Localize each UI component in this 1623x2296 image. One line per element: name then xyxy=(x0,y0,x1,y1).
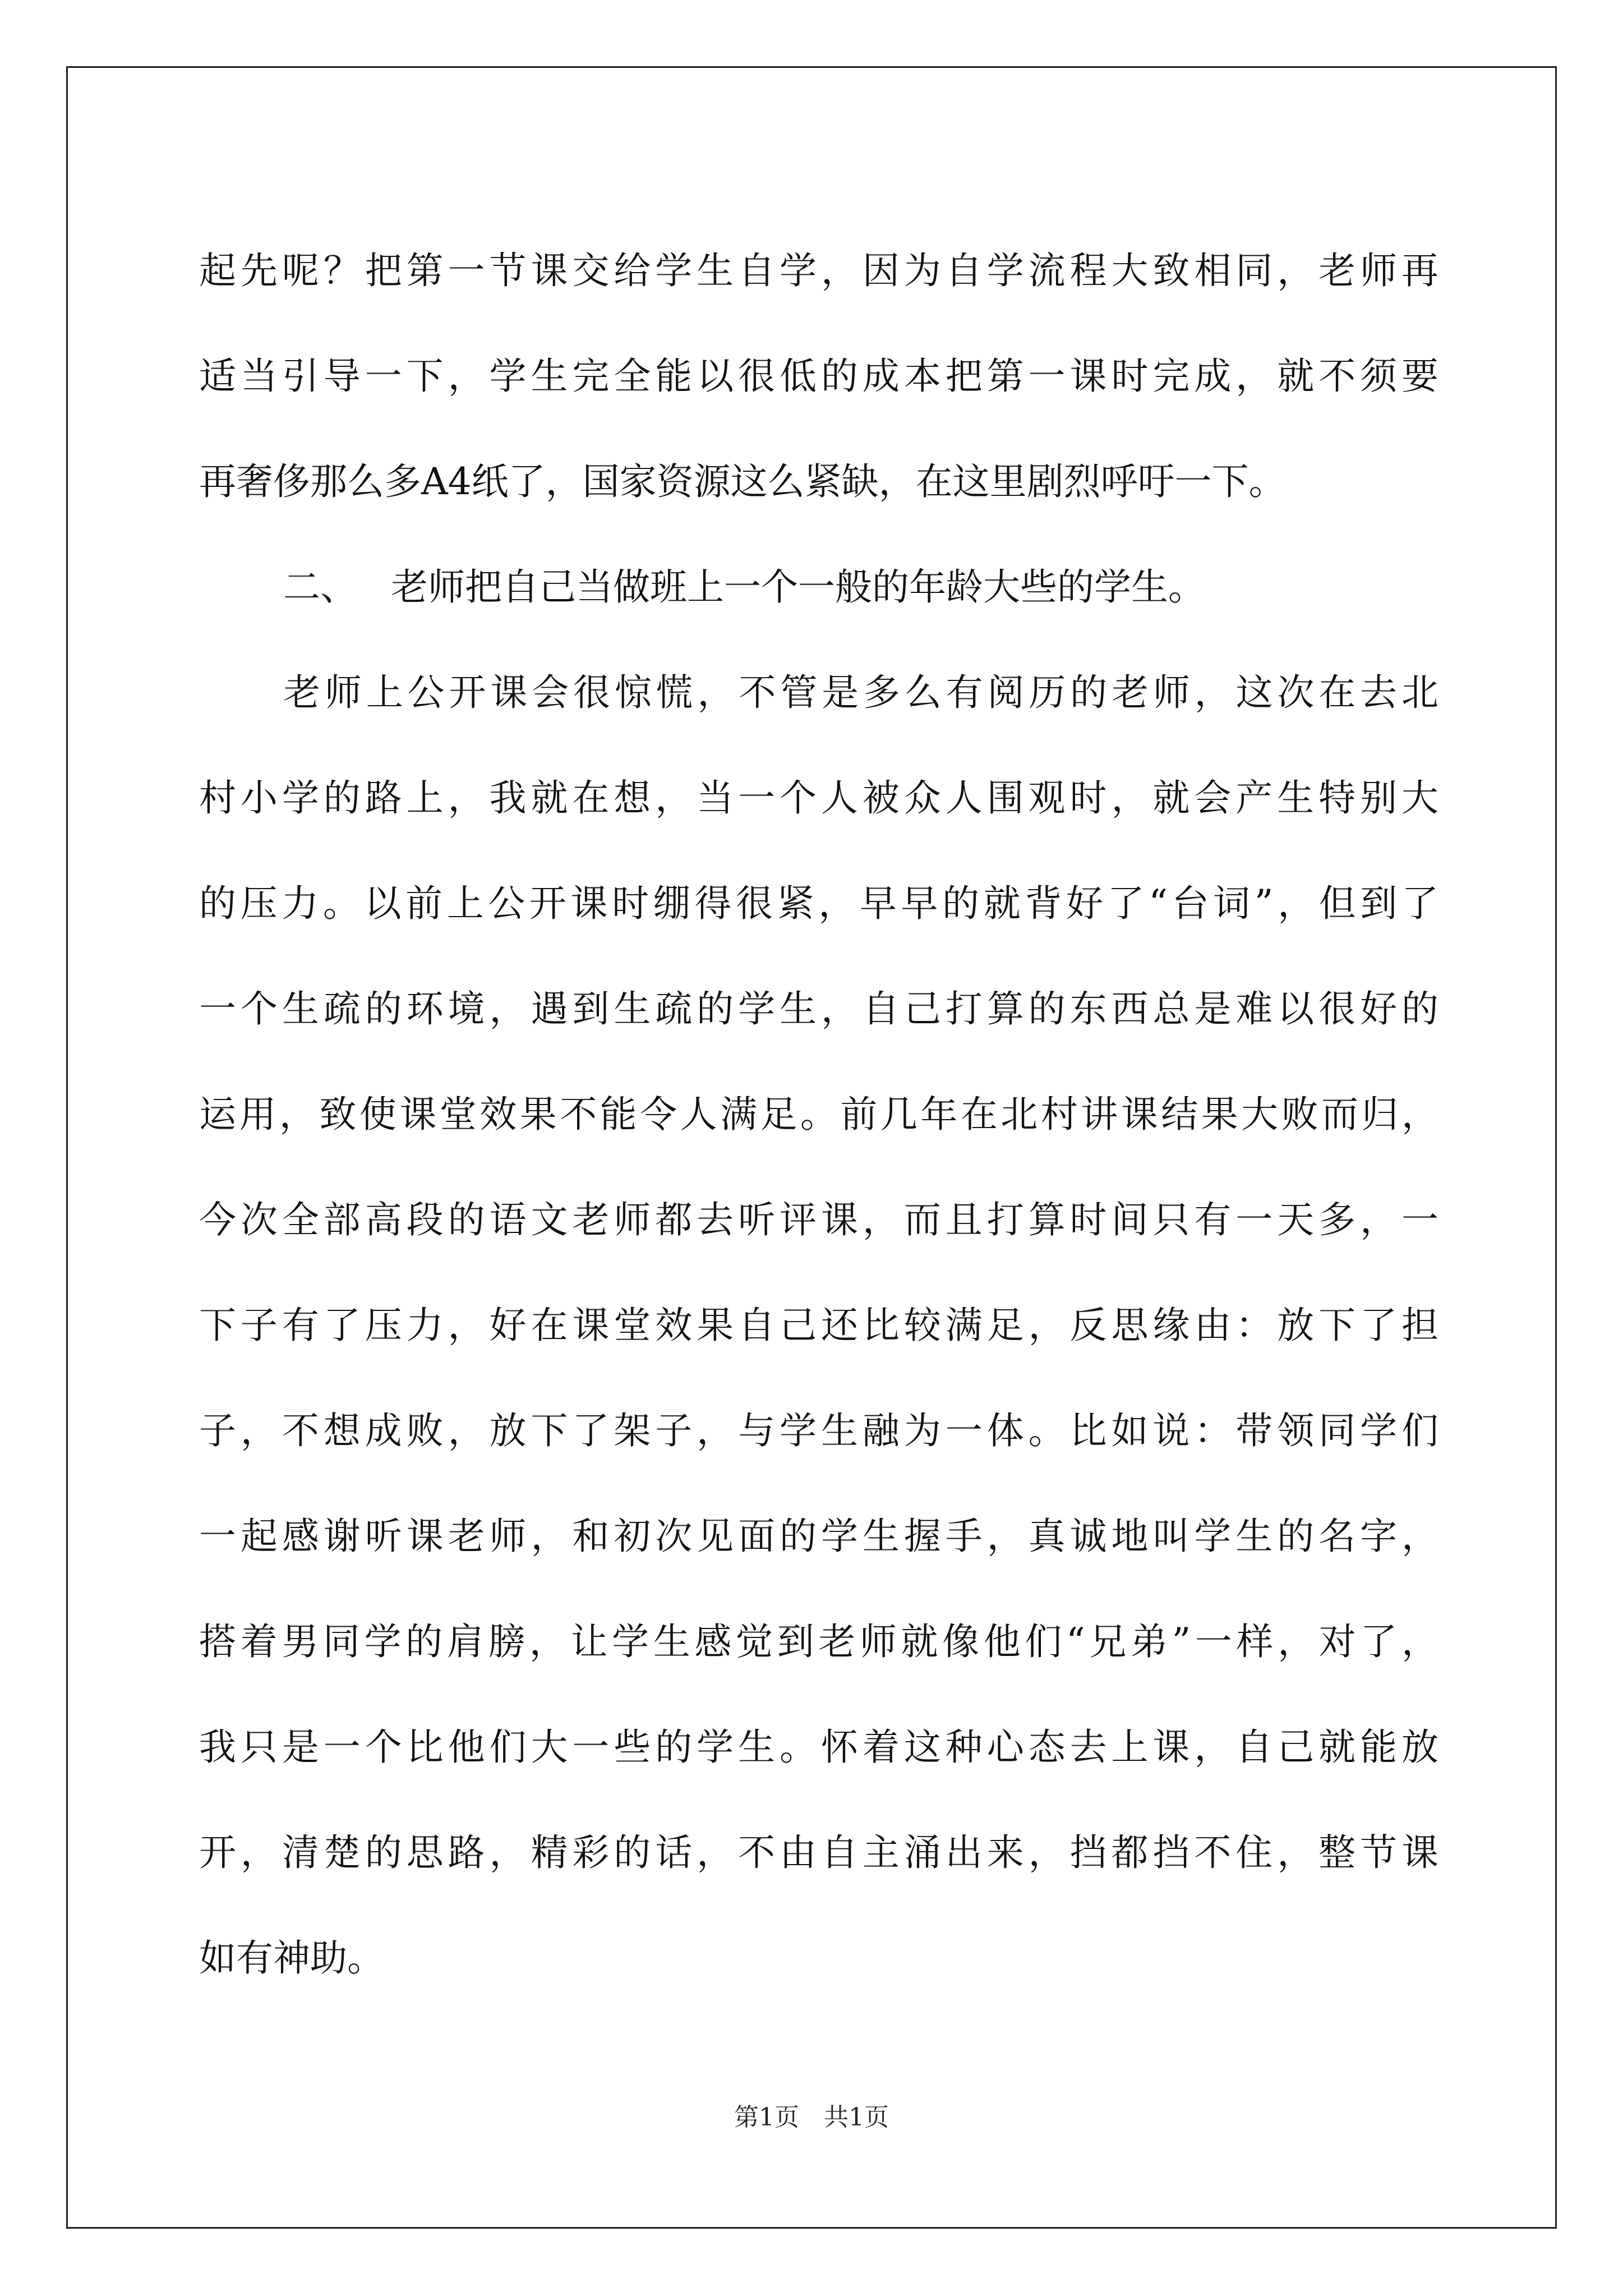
text-line: 如有神助。 xyxy=(199,1936,384,1980)
text-line: 搭着男同学的肩膀，让学生感觉到老师就像他们“兄弟”一样，对了， xyxy=(199,1620,1438,1663)
paragraph-first-line: 老师上公开课会很惊慌，不管是多么有阅历的老师，这次在去北 xyxy=(283,671,1438,714)
section-number: 二、 xyxy=(283,565,357,609)
page-total: 共1页 xyxy=(824,2103,889,2132)
text-line: 一个生疏的环境，遇到生疏的学生，自己打算的东西总是难以很好的 xyxy=(199,987,1438,1030)
text-line: 开，清楚的思路，精彩的话，不由自主涌出来，挡都挡不住，整节课 xyxy=(199,1831,1438,1874)
text-line: 下子有了压力，好在课堂效果自己还比较满足，反思缘由：放下了担 xyxy=(199,1304,1438,1347)
text-line: 今次全部高段的语文老师都去听评课，而且打算时间只有一天多，一 xyxy=(199,1198,1438,1241)
document-body xyxy=(199,218,1438,2011)
page-footer xyxy=(0,2101,1623,2134)
text-line: 一起感谢听课老师，和初次见面的学生握手，真诚地叫学生的名字， xyxy=(199,1515,1438,1558)
text-line: 的压力。以前上公开课时绷得很紧，早早的就背好了“台词”，但到了 xyxy=(199,882,1438,925)
text-line: 子，不想成败，放下了架子，与学生融为一体。比如说：带领同学们 xyxy=(199,1409,1438,1452)
text-line: 适当引导一下，学生完全能以很低的成本把第一课时完成，就不须要 xyxy=(199,355,1438,398)
text-line: 再奢侈那么多A4纸了，国家资源这么紧缺，在这里剧烈呼吁一下。 xyxy=(199,460,1286,503)
section-title: 老师把自己当做班上一个一般的年龄大些的学生。 xyxy=(391,565,1205,609)
section-heading xyxy=(199,535,1438,640)
text-line: 我只是一个比他们大一些的学生。怀着这种心态去上课，自己就能放 xyxy=(199,1726,1438,1769)
text-line: 起先呢？把第一节课交给学生自学，因为自学流程大致相同，老师再 xyxy=(199,249,1438,292)
text-line: 运用，致使课堂效果不能令人满足。前几年在北村讲课结果大败而归， xyxy=(199,1093,1438,1136)
page-number: 第1页 xyxy=(734,2103,799,2132)
text-line: 村小学的路上，我就在想，当一个人被众人围观时，就会产生特别大 xyxy=(199,776,1438,820)
